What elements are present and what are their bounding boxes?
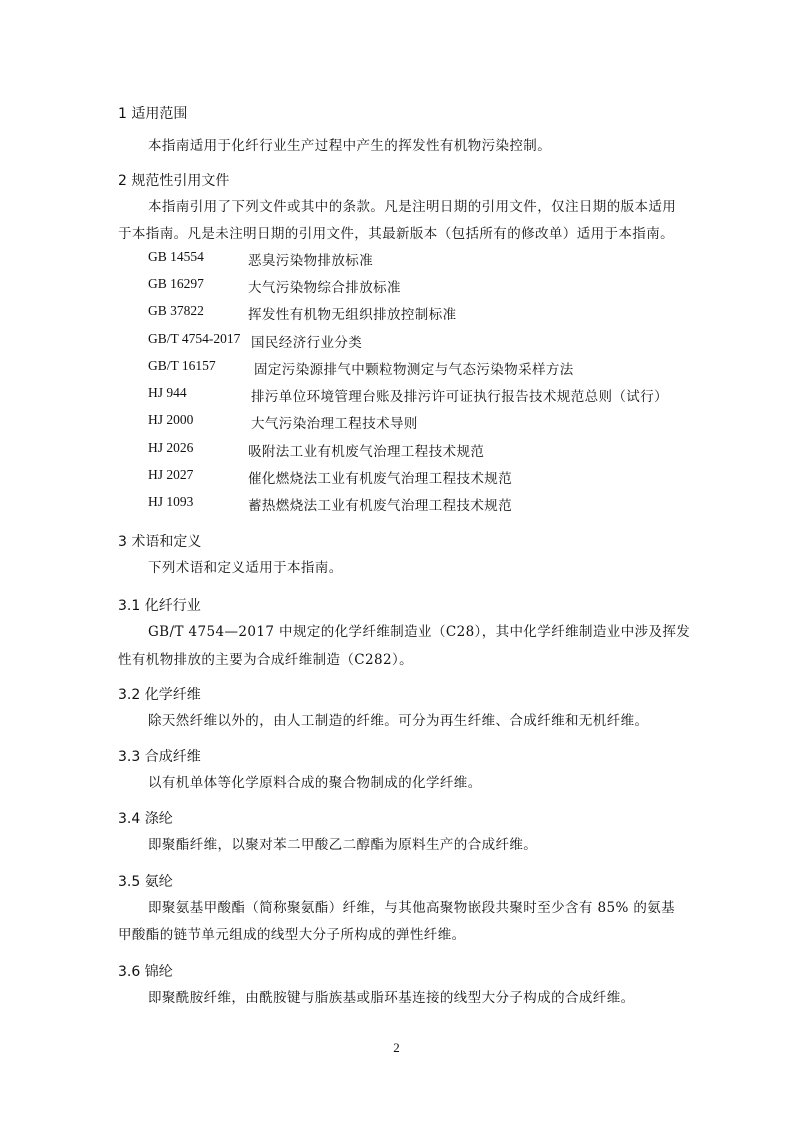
section-3-2-heading: 3.2 化学纤维	[118, 687, 201, 703]
section-2-line-1: 本指南引用了下列文件或其中的条款。凡是注明日期的引用文件，仅注日期的版本适用	[148, 199, 677, 215]
section-3-6-text: 即聚酰胺纤维，由酰胺键与脂族基或脂环基连接的线型大分子构成的合成纤维。	[148, 990, 635, 1006]
reference-code: HJ 2026	[148, 440, 194, 455]
section-3-5-line-2: 甲酸酯的链节单元组成的线型大分子所构成的弹性纤维。	[118, 927, 466, 943]
reference-title: 蓄热燃烧法工业有机废气治理工程技术规范	[248, 498, 513, 514]
page-number: 2	[393, 1040, 400, 1055]
reference-title: 吸附法工业有机废气治理工程技术规范	[248, 444, 485, 460]
section-3-1-heading: 3.1 化纤行业	[118, 598, 201, 614]
reference-code: GB 37822	[148, 303, 204, 318]
reference-code: GB 14554	[148, 249, 204, 264]
reference-title: 国民经济行业分类	[251, 335, 363, 351]
reference-code: GB/T 16157	[148, 358, 216, 373]
reference-title: 挥发性有机物无组织排放控制标准	[248, 307, 457, 323]
section-3-2-text: 除天然纤维以外的，由人工制造的纤维。可分为再生纤维、合成纤维和无机纤维。	[148, 713, 649, 729]
section-3-3-heading: 3.3 合成纤维	[118, 749, 201, 765]
section-3-1-line-2: 性有机物排放的主要为合成纤维制造（C282）。	[118, 652, 414, 668]
section-3-5-line-1: 即聚氨基甲酸酯（简称聚氨酯）纤维，与其他高聚物嵌段共聚时至少含有 85% 的氨基	[148, 900, 676, 916]
reference-title: 大气污染物综合排放标准	[248, 280, 401, 296]
section-2-line-2: 于本指南。凡是未注明日期的引用文件，其最新版本（包括所有的修改单）适用于本指南。	[118, 226, 674, 242]
section-3-text: 下列术语和定义适用于本指南。	[148, 560, 343, 576]
reference-title: 固定污染源排气中颗粒物测定与气态污染物采样方法	[254, 362, 574, 378]
section-3-4-heading: 3.4 涤纶	[118, 811, 173, 827]
reference-code: GB/T 4754-2017	[148, 331, 241, 346]
section-3-3-text: 以有机单体等化学原料合成的聚合物制成的化学纤维。	[148, 775, 482, 791]
section-3-heading: 3 术语和定义	[118, 534, 202, 550]
section-2-heading: 2 规范性引用文件	[118, 173, 230, 189]
section-3-6-heading: 3.6 锦纶	[118, 964, 173, 980]
section-1-heading: 1 适用范围	[118, 106, 188, 122]
reference-title: 催化燃烧法工业有机废气治理工程技术规范	[248, 471, 513, 487]
reference-code: HJ 944	[148, 385, 187, 400]
reference-code: HJ 2027	[148, 467, 194, 482]
reference-code: GB 16297	[148, 276, 204, 291]
section-1-text: 本指南适用于化纤行业生产过程中产生的挥发性有机物污染控制。	[148, 138, 552, 154]
reference-title: 大气污染治理工程技术导则	[251, 416, 418, 432]
reference-code: HJ 2000	[148, 412, 194, 427]
reference-title: 恶臭污染物排放标准	[248, 253, 374, 269]
section-3-5-heading: 3.5 氨纶	[118, 874, 173, 890]
section-3-1-line-1: GB/T 4754—2017 中规定的化学纤维制造业（C28），其中化学纤维制造业中涉及挥发	[148, 624, 691, 640]
reference-code: HJ 1093	[148, 494, 194, 509]
section-3-4-text: 即聚酯纤维，以聚对苯二甲酸乙二醇酯为原料生产的合成纤维。	[148, 837, 538, 853]
reference-title: 排污单位环境管理台账及排污许可证执行报告技术规范总则（试行）	[251, 389, 668, 405]
